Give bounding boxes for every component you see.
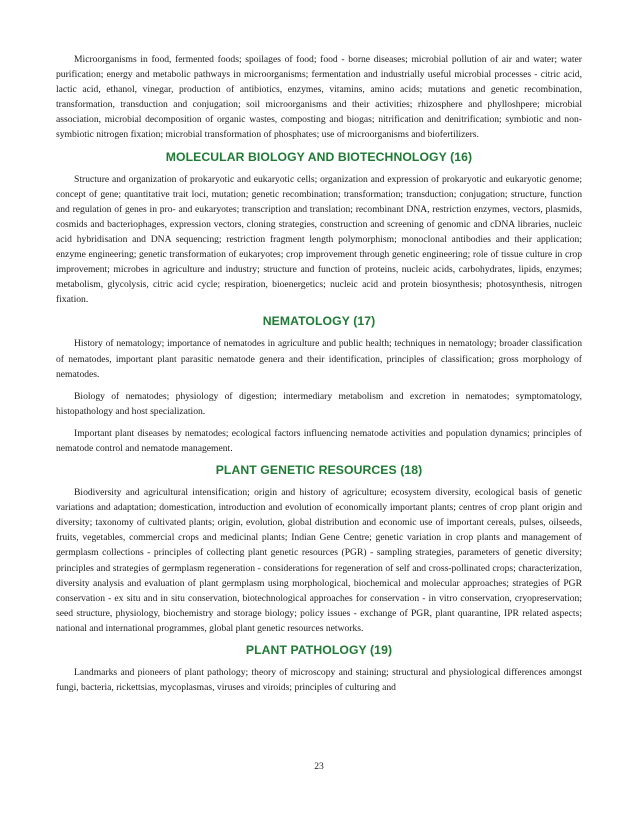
paragraph-nematology-3: Important plant diseases by nematodes; ecological factors influencing nematode activities and population dynamics; principles of nematode control and nematode management.	[56, 427, 582, 454]
heading-plant-genetic-resources: PLANT GENETIC RESOURCES (18)	[215, 463, 423, 478]
document-body	[56, 52, 582, 695]
heading-molecular-biology: MOLECULAR BIOLOGY AND BIOTECHNOLOGY (16)	[165, 149, 473, 164]
paragraph-microbiology-continued: Microorganisms in food, fermented foods; spoilages of food; food - borne diseases; microbial pollution of air and water; water purification; energy and metabolic pathways in microorganisms; fermentation and industrially useful microbial processes - citric acid, lactic acid, ethanol, vinegar, production of antibiotics, enzymes, vitamins, amino acids; mutations and genetic recombination, transformation, transduction and conjugation; soil microorganisms and their activities; rhizosphere and phylloshpere; microbial association, microbial decomposition of organic wastes, composting and biogas; nitrification and denitrification; symbiotic and non-symbiotic nitrogen fixation; microbial transformation of phosphates; use of microorganisms and biofertilizers.	[56, 54, 582, 141]
paragraph-plant-pathology: Landmarks and pioneers of plant pathology; theory of microscopy and staining; structural and physiological differences amongst fungi, bacteria, rickettsias, mycoplasmas, viruses and viroids; principles of culturing and	[56, 667, 582, 694]
heading-nematology: NEMATOLOGY (17)	[262, 314, 376, 329]
paragraph-plant-genetic-resources: Biodiversity and agricultural intensification; origin and history of agriculture; ecosystem diversity, ecological basis of genetic variations and adaptation; domestication, introduction and evolution of economically important plants; centres of crop plant origin and diversity; taxonomy of cultivated plants; origin, evolution, global distribution and economic use of important cereals, pulses, oilseeds, fruits, vegetables, commercial crops and medicinal plants; Indian Gene Centre; genetic variation in crop plants and management of germplasm collections - principles of collecting plant genetic resources (PGR) - sampling strategies, parameters of genetic diversity; principles and strategies of germplasm regeneration - considerations for regeneration of self and cross-pollinated crops; characterization, diversity analysis and evaluation of plant germplasm using morphological, biochemical and molecular approaches; strategies of PGR conservation - ex situ and in situ conservation, biotechnological approaches for conservation - in vitro conservation, cryopreservation; seed structure, physiology, biochemistry and storage biology; policy issues - exchange of PGR, plant quarantine, IPR related aspects; national and international programmes, global plant genetic resources networks.	[56, 487, 582, 634]
heading-plant-pathology: PLANT PATHOLOGY (19)	[245, 643, 393, 657]
paragraph-nematology-2: Biology of nematodes; physiology of digestion; intermediary metabolism and excretion in nematodes; symptomatology, histopathology and host specialization.	[56, 390, 582, 417]
paragraph-nematology-1: History of nematology; importance of nematodes in agriculture and public health; techniques in nematology; broader classification of nematodes, important plant parasitic nematode genera and their identification, principles of classification; gross morphology of nematodes.	[56, 338, 582, 380]
paragraph-molecular-biology: Structure and organization of prokaryotic and eukaryotic cells; organization and expression of prokaryotic and eukaryotic genome; concept of gene; quantitative trait loci, mutation; genetic recombination; transformation; transduction; conjugation; structure, function and regulation of genes in pro- and eukaryotes; transcription and translation; recombinant DNA, restriction enzymes, vectors, plasmids, cosmids and bacteriophages, expression vectors, cloning strategies, construction and screening of genomic and cDNA libraries, nucleic acid hybridisation and DNA sequencing; restriction fragment length polymorphism; monoclonal antibodies and their application; enzyme engineering; genetic transformation of eukaryotes; crop improvement through genetic engineering; role of tissue culture in crop improvement; microbes in agriculture and industry; structure and function of proteins, nucleic acids, carbohydrates, lipids, enzymes; metabolism, glycolysis, citric acid cycle; respiration, bioenergetics; nucleic acid and protein biosynthesis; photosynthesis, nitrogen fixation.	[56, 173, 582, 306]
page-number: 23	[314, 761, 324, 772]
